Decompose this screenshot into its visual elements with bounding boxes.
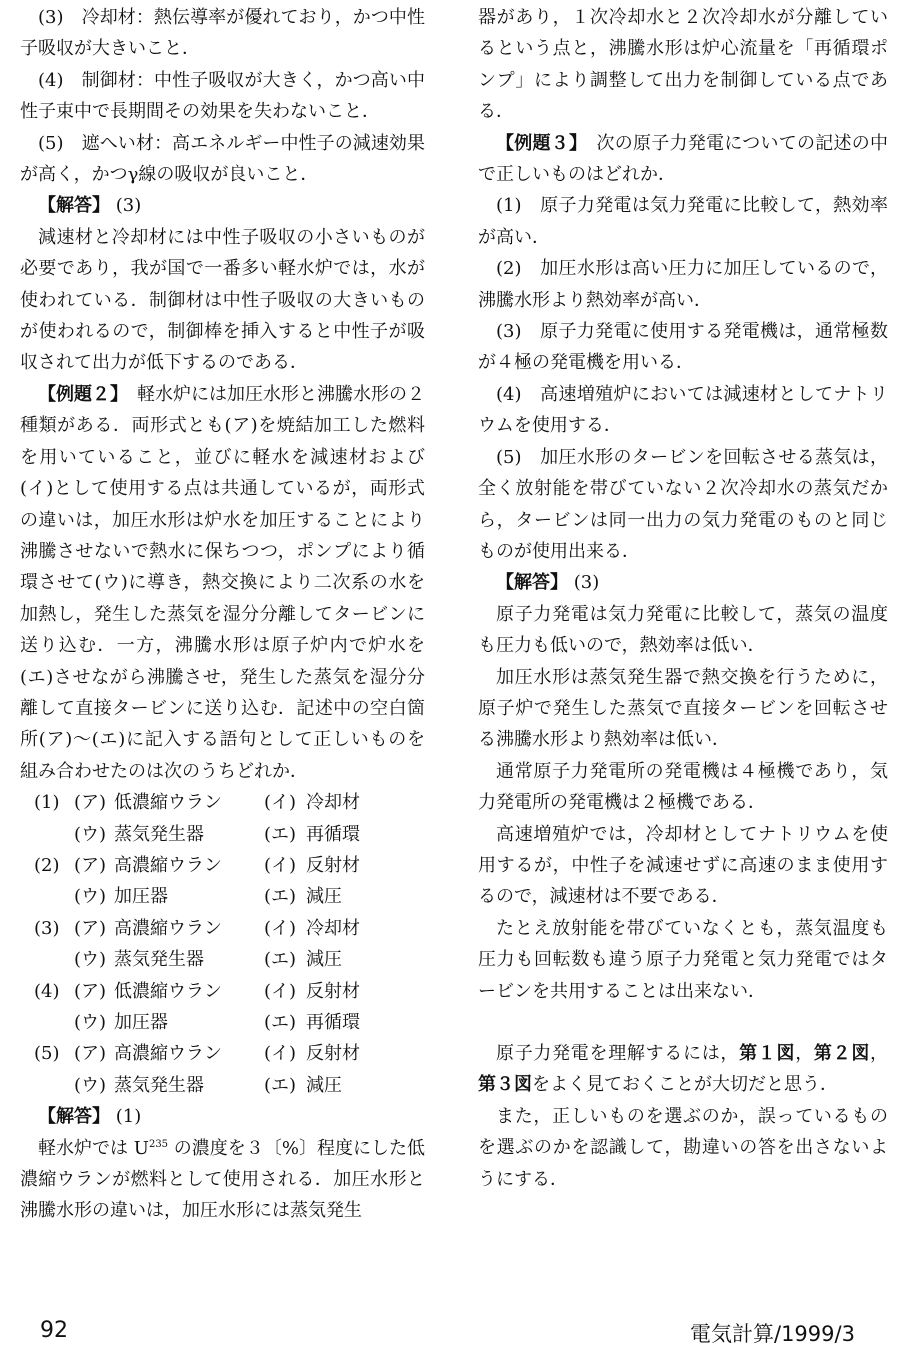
blank-key: (ア) <box>74 792 107 814</box>
option-term: 減圧 <box>306 1074 342 1096</box>
blank-key: (エ) <box>264 949 297 971</box>
option-row <box>34 976 360 1007</box>
isotope-superscript: 235 <box>148 1138 169 1150</box>
item-coolant: (3) 冷却材：熱伝導率が優れており，かつ中性子吸収が大きいこと． <box>20 7 425 60</box>
option-term: 冷却材 <box>306 792 360 814</box>
option-term: 冷却材 <box>306 917 360 939</box>
answer-label: 【解答】 <box>496 572 568 594</box>
journal-name: 電気計算/1999/3 <box>690 1322 855 1346</box>
explanation-2: 加圧水形は蒸気発生器で熱交換を行うために，原子炉で発生した蒸気で直接タービンを回転させる沸騰水形より熱効率は低い． <box>478 666 888 751</box>
option-row <box>34 944 360 975</box>
figure-ref: 第３図 <box>478 1074 532 1096</box>
text-segment: をよく見ておくことが大切だと思う． <box>532 1074 838 1096</box>
option-term: 減圧 <box>306 886 342 908</box>
blank-key: (ア) <box>74 917 107 939</box>
blank-key: (イ) <box>264 917 297 939</box>
option-number: (2) <box>34 854 60 876</box>
option-term: 反射材 <box>306 980 360 1002</box>
blank-key: (ウ) <box>74 823 107 845</box>
option-term: 低濃縮ウラン <box>114 980 222 1002</box>
explanation-3: 通常原子力発電所の発電機は４極機であり，気力発電所の発電機は２極機である． <box>478 760 888 814</box>
option-number-blank <box>34 944 74 975</box>
option-term: 減圧 <box>306 949 342 971</box>
figure-ref: 第１図 <box>739 1043 796 1064</box>
option-term: 加圧器 <box>114 886 168 908</box>
blank-key: (イ) <box>264 854 297 876</box>
answer-value: (1) <box>115 1106 142 1128</box>
example-text: 軽水炉には加圧水形と沸騰水形の２種類がある．両形式とも(ア)を焼結加工した燃料を用いていること，並びに軽水を減速材および(イ)として使用する点は共通しているが，両形式の違いは，加圧水形は炉水を加圧することにより沸騰させないで熱水に保ちつつ，ポンプにより循環させて(ウ)に導き，熱交換により二次系の水を加熱し，発生した蒸気を湿分分離してタービンに送り込む．一方，沸騰水形は原子炉内で炉水を(エ)させながら沸騰させ，発生した蒸気を湿分分離して直接タービンに送り込む．記述中の空白箇所(ア)～(エ)に記入する語句として正しいものを組み合わせたのは次のうちどれか． <box>20 383 425 782</box>
answer-3-heading <box>478 567 888 598</box>
option-term: 蒸気発生器 <box>114 823 204 845</box>
blank-key: (イ) <box>264 792 297 814</box>
text-segment: ， <box>870 1043 889 1064</box>
example-label: 【例題２】 <box>38 383 119 405</box>
left-column <box>20 2 425 1227</box>
answer-label: 【解答】 <box>38 1106 110 1128</box>
blank-key: (ア) <box>74 1043 107 1065</box>
option-row <box>34 850 360 881</box>
option-term: 高濃縮ウラン <box>114 917 222 939</box>
example-text: 次の原子力発電についての記述の中で正しいものはどれか． <box>478 132 889 186</box>
text-segment: 原子力発電を理解するには， <box>496 1043 740 1064</box>
blank-key: (イ) <box>264 980 297 1002</box>
option-number-blank <box>34 1070 74 1101</box>
choice-2: (2) 加圧水形は高い圧力に加圧しているので，沸騰水形より熱効率が高い． <box>478 258 888 311</box>
option-term: 再循環 <box>306 1012 360 1033</box>
option-term: 低濃縮ウラン <box>114 792 222 814</box>
option-number-blank <box>34 1007 74 1038</box>
example-2 <box>20 379 425 787</box>
page-number: 92 <box>40 1318 68 1343</box>
option-number: (1) <box>34 792 60 814</box>
blank-key: (ウ) <box>74 949 107 971</box>
choice-4: (4) 高速増殖炉においては減速材としてナトリウムを使用する． <box>478 383 888 437</box>
example-3 <box>478 128 888 191</box>
option-number: (5) <box>34 1043 60 1065</box>
answer-2-heading <box>20 1101 425 1132</box>
option-term: 高濃縮ウラン <box>114 1043 222 1065</box>
option-term: 反射材 <box>306 1043 360 1065</box>
continued-text: 器があり，１次冷却水と２次冷却水が分離しているという点と，沸騰水形は炉心流量を「再循環ポンプ」により調整して出力を制御している点である． <box>478 7 888 123</box>
example-label: 【例題３】 <box>496 132 579 154</box>
item-shielding: (5) 遮へい材：高エネルギー中性子の減速効果が高く，かつγ線の吸収が良いこと． <box>20 132 425 186</box>
option-row <box>34 881 360 912</box>
blank-key: (ア) <box>74 980 107 1002</box>
option-term: 再循環 <box>306 823 360 845</box>
blank-key: (エ) <box>264 886 297 908</box>
choice-5: (5) 加圧水形のタービンを回転させる蒸気は，全く放射能を帯びていない２次冷却水の蒸気だから，タービンは同一出力の気力発電のものと同じものが使用出来る． <box>478 446 888 562</box>
blank-key: (エ) <box>264 823 297 845</box>
option-number-blank <box>34 819 74 850</box>
blank-key: (ウ) <box>74 1012 107 1033</box>
option-row <box>34 1038 360 1069</box>
option-row <box>34 787 360 818</box>
blank-key: (ウ) <box>74 1074 107 1096</box>
option-row <box>34 819 360 850</box>
option-row <box>34 913 360 944</box>
choice-1: (1) 原子力発電は気力発電に比較して，熱効率が高い． <box>478 195 888 248</box>
answer-1-explanation: 減速材と冷却材には中性子吸収の小さいものが必要であり，我が国で一番多い軽水炉では，水が使われている．制御材は中性子吸収の大きいものが使われるので，制御棒を挿入すると中性子が吸収されて出力が低下するのである． <box>20 226 425 374</box>
blank-key: (イ) <box>264 1043 297 1065</box>
option-term: 蒸気発生器 <box>114 1074 204 1096</box>
blank-key: (エ) <box>264 1074 297 1096</box>
option-term: 加圧器 <box>114 1012 168 1033</box>
option-number: (3) <box>34 917 60 939</box>
blank-key: (エ) <box>264 1012 297 1033</box>
summary-2: また，正しいものを選ぶのか，誤っているものを選ぶのかを認識して，勘違いの答を出さないようにする． <box>478 1105 888 1190</box>
text-segment: ， <box>795 1043 814 1064</box>
answer-value: (3) <box>573 572 600 594</box>
answer-label: 【解答】 <box>38 195 110 217</box>
option-number-blank <box>34 881 74 912</box>
explanation-1: 原子力発電は気力発電に比較して，蒸気の温度も圧力も低いので，熱効率は低い． <box>478 603 888 657</box>
option-row <box>34 1007 360 1038</box>
blank-key: (ア) <box>74 854 107 876</box>
spacer <box>478 1007 888 1038</box>
option-number: (4) <box>34 980 60 1002</box>
answer-2-explanation <box>20 1133 425 1227</box>
option-term: 蒸気発生器 <box>114 949 204 971</box>
text-segment: の濃度を３〔%〕程度にした低濃縮ウランが燃料として使用される．加圧水形と沸騰水形の違いは，加圧水形には蒸気発生 <box>20 1137 425 1222</box>
text-segment: 軽水炉では U <box>38 1137 149 1159</box>
answer-value: (3) <box>115 195 142 217</box>
choice-3: (3) 原子力発電に使用する発電機は，通常極数が４極の発電機を用いる． <box>478 321 888 374</box>
figure-ref: 第２図 <box>813 1043 871 1064</box>
option-term: 反射材 <box>306 854 360 876</box>
option-row <box>34 1070 360 1101</box>
option-term: 高濃縮ウラン <box>114 854 222 876</box>
item-control-material: (4) 制御材：中性子吸収が大きく，かつ高い中性子束中で長期間その効果を失わないこと． <box>20 69 425 123</box>
blank-key: (ウ) <box>74 886 107 908</box>
answer-1-heading <box>20 190 425 221</box>
options-table <box>34 787 360 1101</box>
right-column <box>478 2 888 1195</box>
explanation-5: たとえ放射能を帯びていなくとも，蒸気温度も圧力も回転数も違う原子力発電と気力発電ではタービンを共用することは出来ない． <box>478 917 888 1002</box>
explanation-4: 高速増殖炉では，冷却材としてナトリウムを使用するが，中性子を減速せずに高速のまま使用するので，減速材は不要である． <box>478 823 888 908</box>
summary-1 <box>478 1038 888 1101</box>
